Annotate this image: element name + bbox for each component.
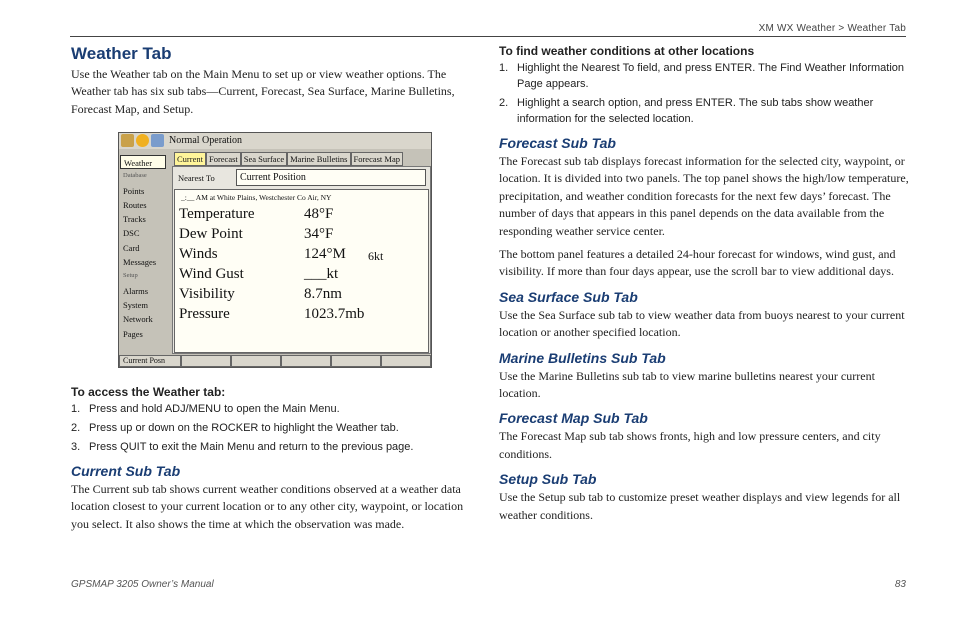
left-column bbox=[71, 44, 481, 118]
conditions-panel bbox=[174, 189, 429, 353]
forecast-map-heading: Forecast Map Sub Tab bbox=[499, 410, 648, 427]
marine-bulletins-paragraph: Use the Marine Bulletins sub tab to view marine bulletins nearest your current location. bbox=[499, 368, 875, 401]
sidebar-item-messages[interactable]: Messages bbox=[123, 257, 157, 268]
list-item: 2. Highlight a search option, and press ENTER. The sub tabs show weather information for the selected location. bbox=[499, 97, 874, 125]
intro-paragraph: Use the Weather tab on the Main Menu to set up or view weather options. The Weather tab has six sub tabs—Current, Forecast, Sea Surface, Marine Bulletins, Forecast Map, and Setup. bbox=[71, 67, 455, 116]
condition-row bbox=[179, 226, 424, 246]
nearest-to-label: Nearest To bbox=[178, 173, 215, 183]
setup-heading: Setup Sub Tab bbox=[499, 471, 597, 488]
list-item: 1. Press and hold ADJ/MENU to open the Main Menu. bbox=[71, 403, 340, 415]
forecast-paragraph-1: The Forecast sub tab displays forecast information for the selected city, waypoint, or location. It is divided into two panels. The top panel shows the high/low temperature, precipitation, and weather condition forecasts for the next few days’ forecast. The number of days that appears in this panel depends on the data available from the responding weather service center. bbox=[499, 154, 909, 238]
tab-sea-surface[interactable]: Sea Surface bbox=[241, 152, 287, 166]
softkey-empty[interactable] bbox=[331, 355, 381, 367]
forecast-paragraph-2: The bottom panel features a detailed 24-hour forecast for windows, wind gust, and visibility. If more than four days appear, use the scroll bar to view additional days. bbox=[499, 247, 896, 279]
condition-row bbox=[179, 266, 424, 286]
sidebar-item-weather[interactable]: Weather bbox=[120, 155, 166, 169]
marine-bulletins-heading: Marine Bulletins Sub Tab bbox=[499, 349, 666, 366]
sidebar-item-points[interactable]: Points bbox=[123, 185, 145, 196]
condition-value: 48°F bbox=[304, 206, 334, 222]
tab-forecast[interactable]: Forecast bbox=[206, 152, 241, 166]
current-paragraph: The Current sub tab shows current weather conditions observed at a weather data location closest to your current location or to any other city, waypoint, or location you select. It also shows the time at which the observation was made. bbox=[71, 482, 464, 531]
softkey-empty[interactable] bbox=[181, 355, 231, 367]
condition-label: Pressure bbox=[179, 306, 230, 322]
condition-label: Winds bbox=[179, 246, 218, 262]
device-main-panel bbox=[172, 166, 431, 354]
observation-location: _:__ AM at White Plains, Westchester Co Air, NY bbox=[181, 193, 332, 202]
footer-manual-title: GPSMAP 3205 Owner’s Manual bbox=[71, 579, 214, 590]
softkey-current-posn[interactable]: Current Posn bbox=[119, 355, 181, 367]
access-steps bbox=[71, 401, 481, 455]
condition-label: Wind Gust bbox=[179, 266, 244, 282]
sidebar-item-tracks[interactable]: Tracks bbox=[123, 214, 146, 225]
forecast-heading: Forecast Sub Tab bbox=[499, 135, 616, 151]
condition-value: 1023.7mb bbox=[304, 306, 365, 322]
tab-current[interactable]: Current bbox=[174, 152, 206, 166]
sea-surface-heading: Sea Surface Sub Tab bbox=[499, 288, 638, 305]
header-rule bbox=[70, 36, 906, 37]
device-screenshot bbox=[118, 132, 432, 368]
condition-value: ___kt bbox=[304, 266, 339, 282]
condition-label: Temperature bbox=[179, 206, 255, 222]
tab-marine-bulletins[interactable]: Marine Bulletins bbox=[287, 152, 350, 166]
list-item: 3. Press QUIT to exit the Main Menu and return to the previous page. bbox=[71, 441, 414, 453]
softkey-empty[interactable] bbox=[281, 355, 331, 367]
compass-icon bbox=[121, 134, 134, 147]
sidebar-item-routes[interactable]: Routes bbox=[123, 199, 147, 210]
current-heading: Current Sub Tab bbox=[71, 463, 181, 479]
sidebar-item-pages[interactable]: Pages bbox=[123, 328, 143, 339]
condition-row bbox=[179, 286, 424, 306]
find-steps bbox=[499, 60, 909, 127]
breadcrumb: XM WX Weather > Weather Tab bbox=[758, 23, 906, 34]
left-lower bbox=[71, 385, 481, 533]
softkey-empty[interactable] bbox=[381, 355, 431, 367]
sidebar-item-dsc[interactable]: DSC bbox=[123, 228, 140, 239]
right-column bbox=[499, 44, 909, 524]
condition-value: 8.7nm bbox=[304, 286, 342, 302]
sea-surface-paragraph: Use the Sea Surface sub tab to view weather data from buoys nearest to your current location or another specified location. bbox=[499, 307, 905, 340]
forecast-map-paragraph: The Forecast Map sub tab shows fronts, high and low pressure centers, and city conditions. bbox=[499, 429, 881, 461]
device-softkey-bar bbox=[119, 355, 431, 367]
condition-extra: 6kt bbox=[368, 249, 384, 263]
softkey-empty[interactable] bbox=[231, 355, 281, 367]
device-tabs bbox=[174, 152, 431, 166]
tab-forecast-map[interactable]: Forecast Map bbox=[351, 152, 404, 166]
access-title: To access the Weather tab: bbox=[71, 385, 226, 399]
sidebar-item-database: Database bbox=[123, 172, 147, 180]
condition-row bbox=[179, 306, 424, 326]
find-title: To find weather conditions at other locations bbox=[499, 44, 755, 58]
sidebar-item-card[interactable]: Card bbox=[123, 242, 140, 253]
condition-label: Visibility bbox=[179, 286, 235, 302]
sidebar-item-alarms[interactable]: Alarms bbox=[123, 285, 149, 296]
condition-row bbox=[179, 246, 424, 266]
device-title: Normal Operation bbox=[169, 135, 243, 146]
sidebar-item-network[interactable]: Network bbox=[123, 314, 153, 325]
sidebar-item-setup: Setup bbox=[123, 272, 138, 280]
sun-icon bbox=[136, 134, 149, 147]
device-status-icons bbox=[121, 134, 167, 147]
sidebar-item-system[interactable]: System bbox=[123, 299, 149, 310]
nearest-to-field[interactable]: Current Position bbox=[236, 169, 426, 186]
list-item: 1. Highlight the Nearest To field, and press ENTER. The Find Weather Information Page appears. bbox=[499, 62, 905, 90]
house-icon bbox=[151, 134, 164, 147]
page-title: Weather Tab bbox=[71, 44, 172, 63]
condition-row bbox=[179, 206, 424, 226]
condition-value: 34°F bbox=[304, 226, 334, 242]
condition-value: 124°M bbox=[304, 246, 346, 262]
device-title-bar bbox=[119, 133, 431, 149]
list-item: 2. Press up or down on the ROCKER to highlight the Weather tab. bbox=[71, 422, 399, 434]
condition-label: Dew Point bbox=[179, 226, 243, 242]
setup-paragraph: Use the Setup sub tab to customize preset weather displays and view legends for all weather conditions. bbox=[499, 490, 901, 522]
footer-page-number: 83 bbox=[894, 579, 906, 590]
device-sidebar bbox=[120, 155, 166, 341]
